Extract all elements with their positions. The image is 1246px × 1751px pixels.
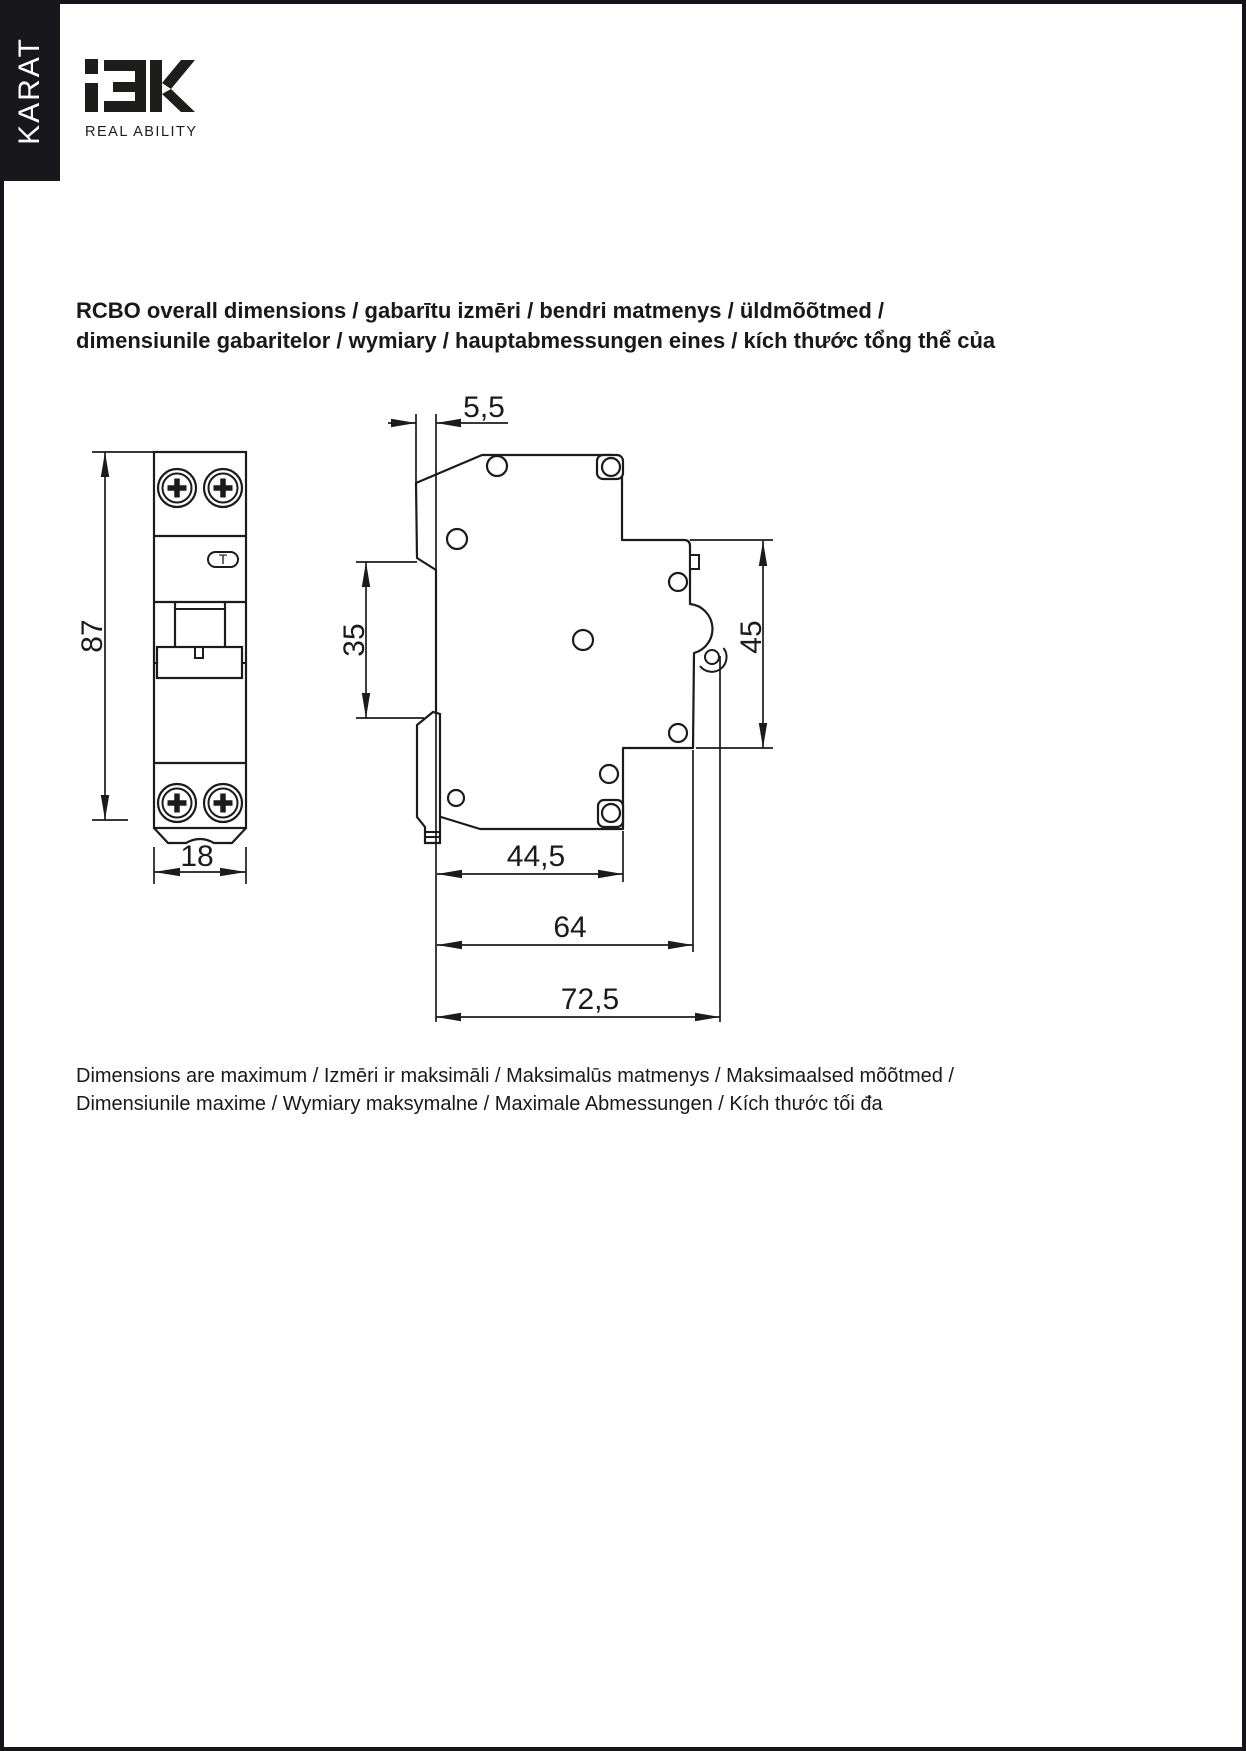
brand-sidebar-label: KARAT (13, 36, 47, 145)
footer-note (76, 1062, 1176, 1118)
logo-tagline: REAL ABILITY (85, 124, 198, 140)
page-title-line2: dimensiunile gabaritelor / wymiary / hauptabmessungen eines / kích thước tổng thể của (76, 328, 996, 353)
side-body-outline (416, 455, 712, 829)
dimension-44-5 (437, 831, 623, 882)
dim-label-44-5: 44,5 (506, 840, 566, 873)
dim-label-35: 35 (338, 623, 371, 657)
dimension-35 (338, 562, 424, 718)
front-view-drawing (76, 452, 246, 884)
footer-note-line1: Dimensions are maximum / Izmēri ir maksimāli / Maksimalūs matmenys / Maksimaalsed mõõtmed / (76, 1065, 954, 1087)
dim-label-72-5: 72,5 (560, 983, 620, 1016)
brand-sidebar (0, 0, 60, 181)
side-view-drawing (338, 391, 773, 1022)
page-title-line1: RCBO overall dimensions / gabarītu izmēri / bendri matmenys / üldmõõtmed / (76, 298, 885, 323)
dim-label-5-5: 5,5 (463, 391, 505, 424)
footer-note-line2: Dimensiunile maxime / Wymiary maksymalne / Maximale Abmessungen / Kích thước tối đa (76, 1093, 883, 1115)
dim-label-45: 45 (735, 620, 768, 654)
dimension-87 (76, 452, 154, 820)
dim-label-64: 64 (553, 911, 587, 944)
dimension-18 (154, 840, 246, 884)
side-latch-notch (690, 555, 699, 569)
dim-label-87: 87 (76, 619, 109, 653)
dim-label-18: 18 (180, 840, 214, 873)
test-button-label: T (218, 551, 228, 567)
din-clip-pivot (700, 648, 727, 672)
